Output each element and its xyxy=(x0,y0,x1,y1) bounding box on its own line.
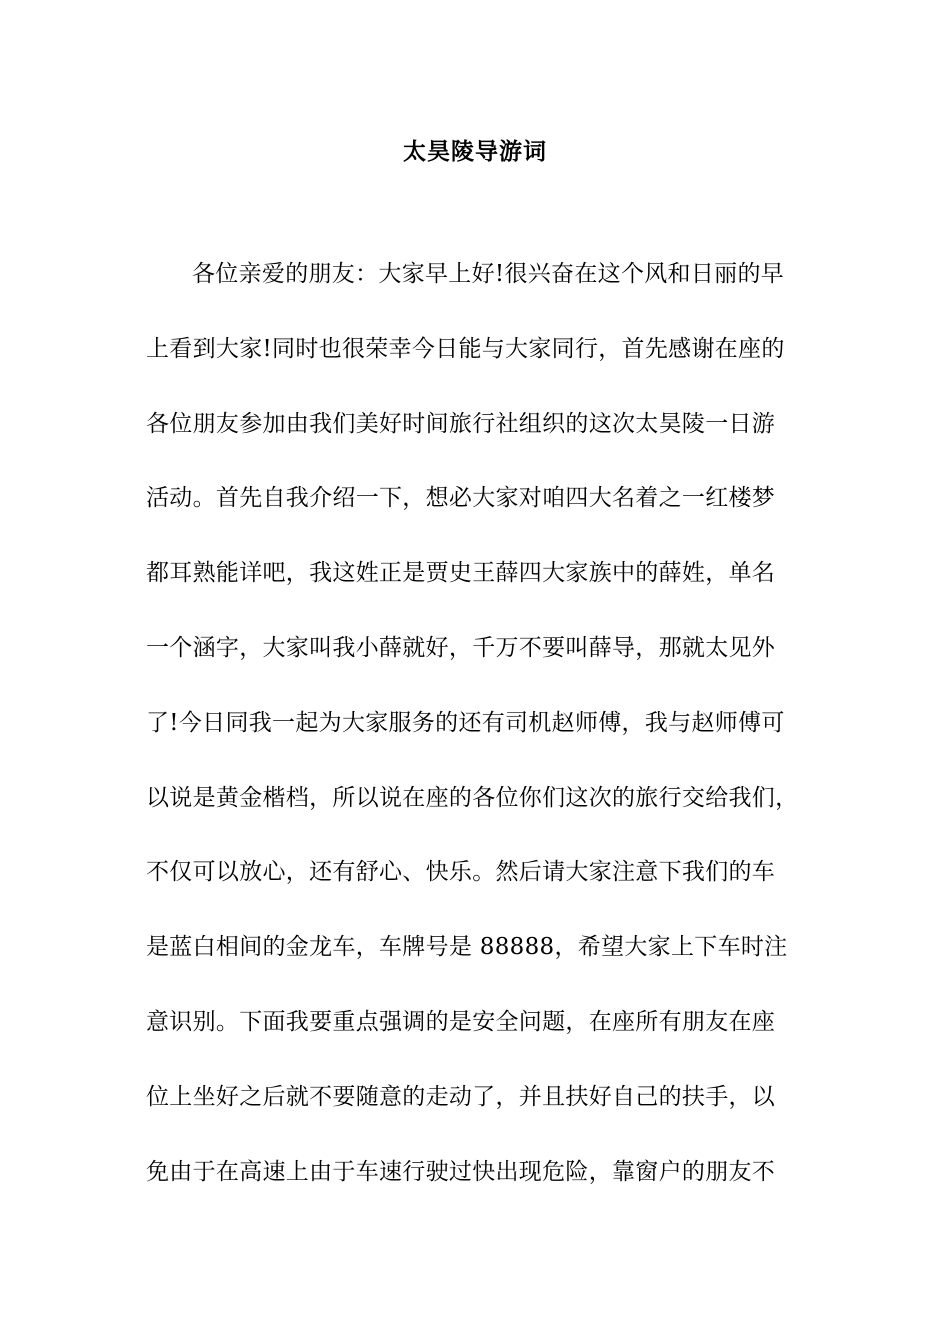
text-line: 免由于在高速上由于车速行驶过快出现危险，靠窗户的朋友不 xyxy=(146,1158,776,1185)
text-line: 一个涵字，大家叫我小薛就好，千万不要叫薛导，那就太见外 xyxy=(146,634,776,661)
body-paragraph xyxy=(146,254,826,1226)
text-line: 意识别。下面我要重点强调的是安全问题，在座所有朋友在座 xyxy=(146,1008,776,1035)
text-line: 以说是黄金楷档，所以说在座的各位你们这次的旅行交给我们， xyxy=(146,784,799,811)
text-line: 不仅可以放心，还有舒心、快乐。然后请大家注意下我们的车 xyxy=(146,859,776,886)
text-line: 各位亲爱的朋友：大家早上好!很兴奋在这个风和日丽的早 xyxy=(192,261,785,287)
text-line: 活动。首先自我介绍一下，想必大家对咱四大名着之一红楼梦 xyxy=(146,485,776,512)
document-title: 太昊陵导游词 xyxy=(403,139,547,165)
text-line: 位上坐好之后就不要随意的走动了，并且扶好自己的扶手，以 xyxy=(146,1083,776,1110)
text-line: 上看到大家!同时也很荣幸今日能与大家同行，首先感谢在座的 xyxy=(146,335,785,362)
text-line: 了!今日同我一起为大家服务的还有司机赵师傅，我与赵师傅可 xyxy=(146,709,785,736)
text-line: 各位朋友参加由我们美好时间旅行社组织的这次太昊陵一日游 xyxy=(146,410,776,437)
text-line: 都耳熟能详吧，我这姓正是贾史王薛四大家族中的薛姓，单名 xyxy=(146,560,776,587)
text-line: 是蓝白相间的金龙车，车牌号是 88888，希望大家上下车时注 xyxy=(146,934,788,961)
